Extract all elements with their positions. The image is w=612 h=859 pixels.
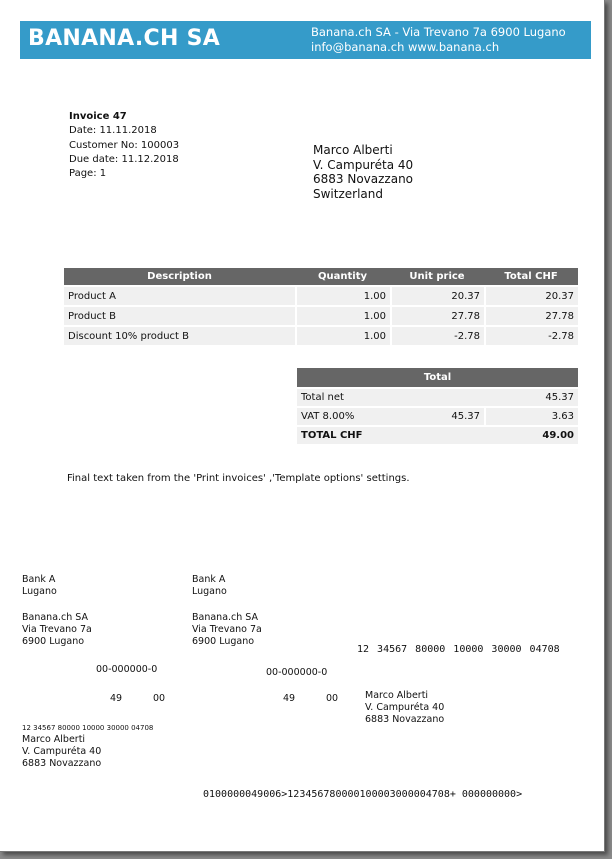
item-quantity: 1.00 xyxy=(295,287,390,305)
table-row xyxy=(64,287,578,305)
slip-right-cents: 00 xyxy=(326,693,339,704)
slip-right-beneficiary xyxy=(192,612,262,648)
slip-right-francs: 49 xyxy=(283,693,296,704)
slip-bank-city: Lugano xyxy=(192,586,227,597)
slip-left-reference: 12 34567 80000 10000 30000 04708 xyxy=(22,724,154,732)
item-total: -2.78 xyxy=(484,327,578,345)
company-address: Banana.ch SA - Via Trevano 7a 6900 Lugano xyxy=(311,25,566,39)
slip-payer-city: 6883 Novazzano xyxy=(365,714,445,725)
header-description: Description xyxy=(64,268,295,285)
item-description: Product A xyxy=(64,287,295,305)
slip-left-francs: 49 xyxy=(110,693,123,704)
slip-beneficiary-street: Via Trevano 7a xyxy=(192,624,262,635)
item-description: Product B xyxy=(64,307,295,325)
customer-street: V. Campuréta 40 xyxy=(313,157,414,172)
slip-left-bank xyxy=(22,574,57,598)
total-net-label: Total net xyxy=(297,389,484,406)
slip-bank-city: Lugano xyxy=(22,586,57,597)
slip-left-payer xyxy=(22,734,101,770)
final-text: Final text taken from the 'Print invoices' ,'Template options' settings. xyxy=(67,473,410,484)
vat-base: 45.37 xyxy=(391,408,484,425)
slip-beneficiary-city: 6900 Lugano xyxy=(192,636,255,647)
customer-address xyxy=(313,143,413,201)
page-number: Page: 1 xyxy=(69,168,107,180)
slip-payer-street: V. Campuréta 40 xyxy=(22,746,102,757)
item-unit-price: 27.78 xyxy=(390,307,484,325)
totals-table xyxy=(297,366,578,446)
total-net-value: 45.37 xyxy=(484,389,578,406)
customer-number: Customer No: 100003 xyxy=(69,139,180,151)
company-contact xyxy=(311,25,566,54)
slip-left-beneficiary xyxy=(22,612,92,648)
slip-right-reference: 12 34567 80000 10000 30000 04708 xyxy=(357,644,560,655)
total-net-row xyxy=(297,389,578,406)
slip-right-payer xyxy=(365,690,444,726)
slip-payer-name: Marco Alberti xyxy=(22,734,86,745)
slip-left-cents: 00 xyxy=(153,693,166,704)
items-header-row xyxy=(64,268,578,285)
vat-amount: 3.63 xyxy=(484,408,578,425)
vat-row xyxy=(297,408,578,425)
item-quantity: 1.00 xyxy=(295,327,390,345)
slip-bank-name: Bank A xyxy=(22,574,56,585)
slip-bank-name: Bank A xyxy=(192,574,226,585)
slip-payer-city: 6883 Novazzano xyxy=(22,758,102,769)
slip-payer-name: Marco Alberti xyxy=(365,690,429,701)
slip-left-account: 00-000000-0 xyxy=(96,664,158,675)
item-unit-price: -2.78 xyxy=(390,327,484,345)
customer-city: 6883 Novazzano xyxy=(313,172,414,186)
vat-label: VAT 8.00% xyxy=(297,408,391,425)
header-total: Total CHF xyxy=(484,268,578,285)
company-header xyxy=(20,21,591,59)
due-date: Due date: 11.12.2018 xyxy=(69,153,179,165)
slip-beneficiary-name: Banana.ch SA xyxy=(192,612,259,623)
slip-beneficiary-name: Banana.ch SA xyxy=(22,612,89,623)
item-description: Discount 10% product B xyxy=(64,327,295,345)
table-row xyxy=(64,307,578,325)
slip-coding-line: 0100000049006>123456780000100003000004708+ 000000000> xyxy=(203,789,523,800)
totals-header-row xyxy=(297,368,578,387)
company-name: BANANA.CH SA xyxy=(28,26,221,51)
header-unit-price: Unit price xyxy=(390,268,484,285)
table-row xyxy=(64,327,578,345)
item-total: 27.78 xyxy=(484,307,578,325)
totals-header: Total xyxy=(297,368,578,387)
grand-total-value: 49.00 xyxy=(484,427,578,444)
slip-beneficiary-street: Via Trevano 7a xyxy=(22,624,92,635)
company-web: info@banana.ch www.banana.ch xyxy=(311,39,500,54)
grand-total-label: TOTAL CHF xyxy=(297,427,484,444)
header-quantity: Quantity xyxy=(295,268,390,285)
invoice-info xyxy=(69,110,179,181)
slip-right-bank xyxy=(192,574,227,598)
slip-payer-street: V. Campuréta 40 xyxy=(365,702,445,713)
invoice-title: Invoice 47 xyxy=(69,111,127,122)
slip-beneficiary-city: 6900 Lugano xyxy=(22,636,85,647)
item-unit-price: 20.37 xyxy=(390,287,484,305)
customer-name: Marco Alberti xyxy=(313,143,393,157)
slip-right-account: 00-000000-0 xyxy=(266,667,328,678)
item-total: 20.37 xyxy=(484,287,578,305)
customer-country: Switzerland xyxy=(313,186,383,201)
invoice-date: Date: 11.11.2018 xyxy=(69,125,157,137)
items-table xyxy=(64,266,578,347)
grand-total-row xyxy=(297,427,578,444)
item-quantity: 1.00 xyxy=(295,307,390,325)
